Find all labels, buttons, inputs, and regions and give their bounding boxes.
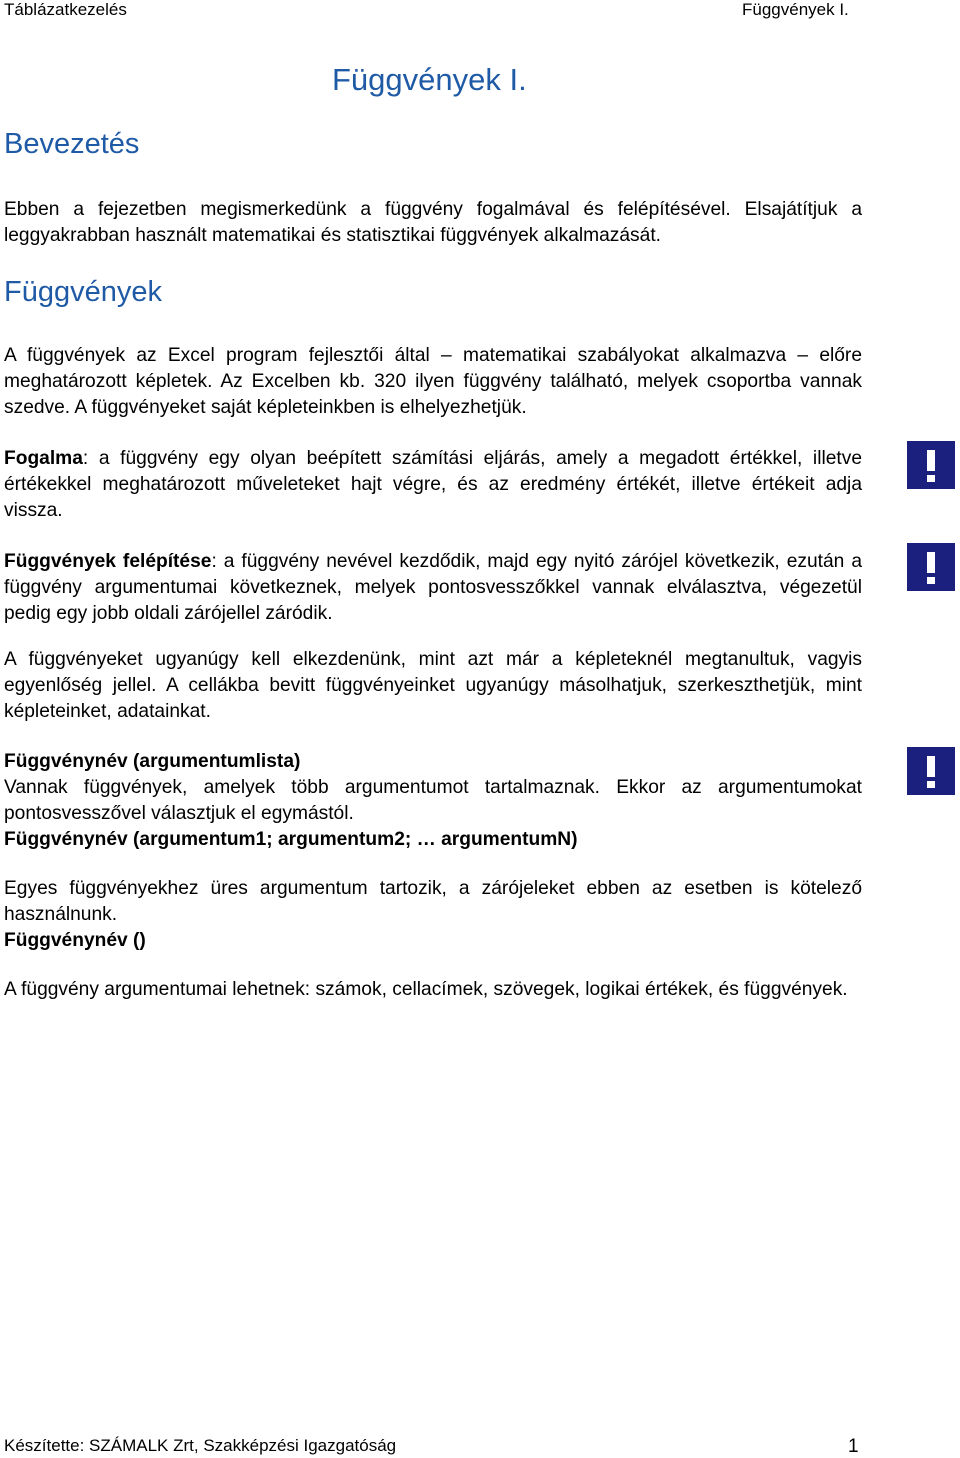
structure-paragraph [4,549,862,627]
exclamation-icon [907,747,955,795]
syntax-multiple-arguments: Függvénynév (argumentum1; argumentum2; … argumentumN) [4,829,578,850]
functions-heading: Függvények [4,276,162,308]
footer-author: Készítette: SZÁMALK Zrt, Szakképzési Igazgatóság [4,1436,397,1455]
empty-args-paragraph: Egyes függvényekhez üres argumentum tartozik, a zárójeleket ebben az esetben is kötelező használnunk. [4,878,862,925]
concept-paragraph [4,446,862,524]
page-number: 1 [848,1436,859,1457]
syntax-empty-arguments: Függvénynév () [4,930,146,951]
running-header-left: Táblázatkezelés [4,0,127,19]
start-paragraph: A függvényeket ugyanúgy kell elkezdenünk, mint azt már a képleteknél megtanultuk, vagyis egyenlőség jellel. A cellákba bevitt függvényeinket ugyanúgy másolhatjuk, szerkeszthetjük, mint képleteinket, adatainkat. [4,649,862,722]
exclamation-icon [907,441,955,489]
page-title: Függvények I. [332,62,527,97]
structure-label: Függvények felépítése [4,551,212,572]
intro-paragraph: Ebben a fejezetben megismerkedünk a függvény fogalmával és felépítésével. Elsajátítjuk a leggyakrabban használt matematikai és statisztikai függvények alkalmazását. [4,199,862,246]
concept-text: : a függvény egy olyan beépített számítási eljárás, amely a megadott értékkel, illetve értékekkel meghatározott műveleteket hajt végre, és az eredmény értékét, illetve értékeit adja vissza. [4,448,862,521]
exclamation-icon [907,543,955,591]
functions-paragraph: A függvények az Excel program fejlesztői által – matematikai szabályokat alkalmazva – előre meghatározott képletek. Az Excelben kb. 320 ilyen függvény található, melyek csoportba vannak szedve. A függvényeket saját képleteinkben is elhelyezhetjük. [4,345,862,418]
intro-heading: Bevezetés [4,128,140,160]
structure-text: : a függvény nevével kezdődik, majd egy nyitó zárójel következik, ezután a függvény argumentumai következnek, melyek pontosvesszőkkel vannak elválasztva, végezetül pedig egy jobb oldali zárójellel záródik. [4,551,862,624]
argument-types-paragraph: A függvény argumentumai lehetnek: számok, cellacímek, szövegek, logikai értékek, és függvények. [4,979,848,1000]
multi-args-paragraph: Vannak függvények, amelyek több argumentumot tartalmaznak. Ekkor az argumentumokat pontosvesszővel választjuk el egymástól. [4,777,862,824]
concept-label: Fogalma [4,448,83,469]
syntax-argument-list: Függvénynév (argumentumlista) [4,751,301,772]
running-header-right: Függvények I. [742,0,849,19]
